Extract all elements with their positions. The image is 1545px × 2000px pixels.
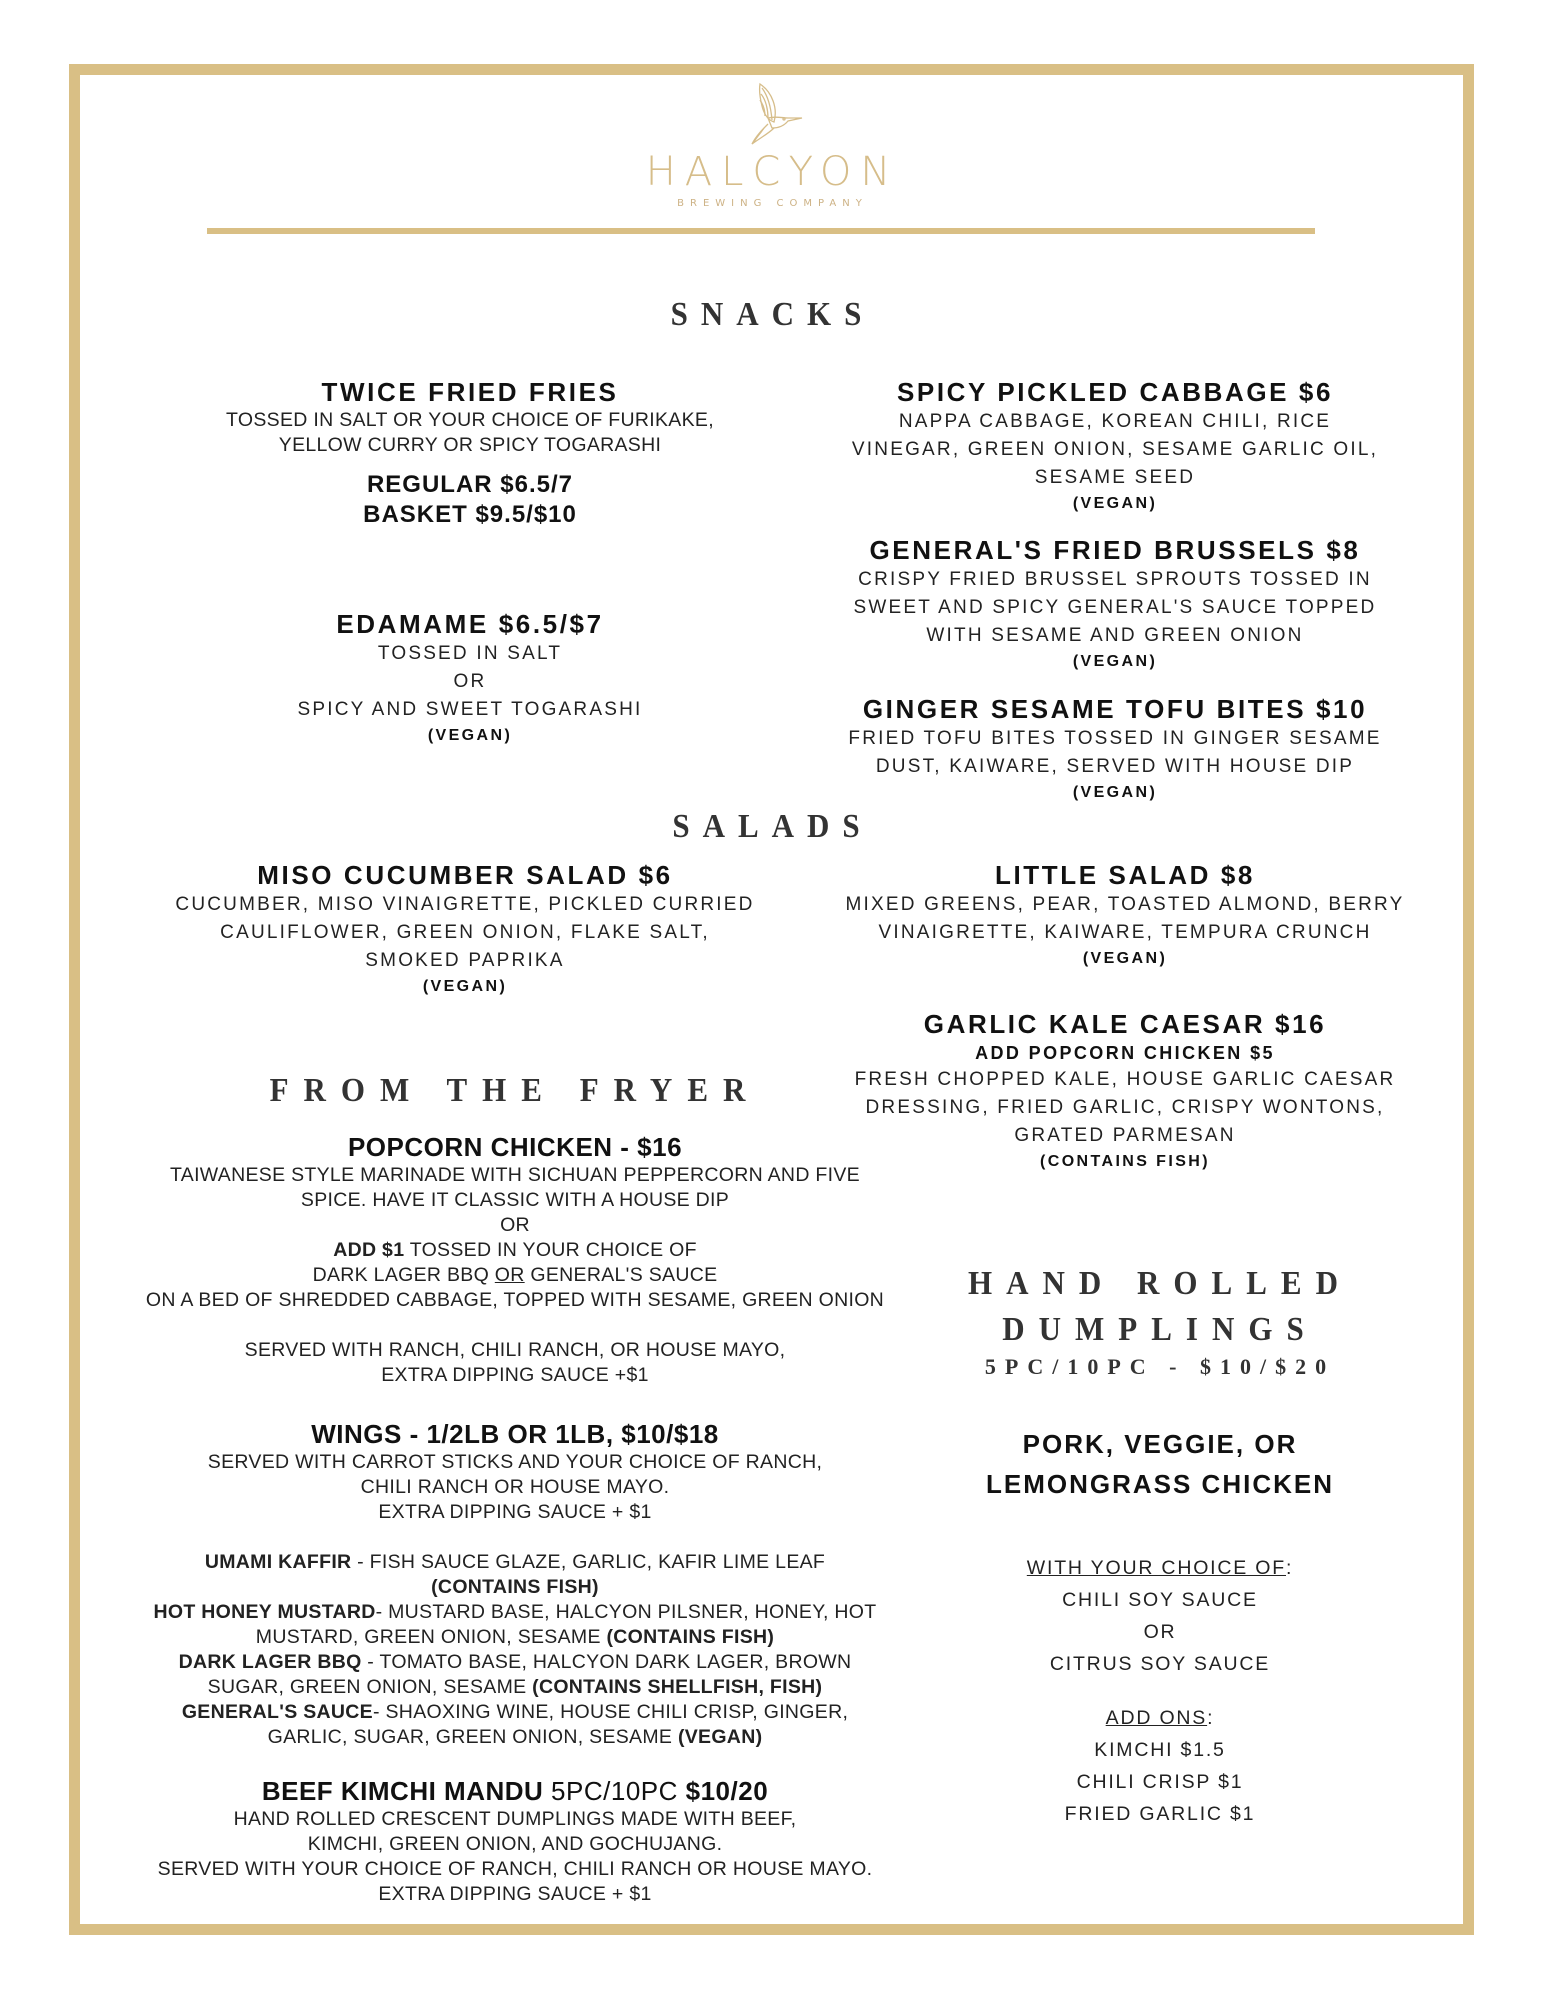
item-price: $10/20 xyxy=(685,1776,769,1806)
dumplings-filling: PORK, VEGGIE, OR xyxy=(1022,1429,1298,1459)
item-desc xyxy=(80,1238,950,1263)
dietary-tag: (VEGAN) xyxy=(422,978,508,995)
section-heading-dumplings-1: HAND ROLLED xyxy=(968,1263,1352,1302)
dietary-tag: (VEGAN) xyxy=(1072,653,1158,670)
item-desc: KIMCHI, GREEN ONION, AND GOCHUJANG. xyxy=(307,1833,723,1855)
item-desc: TOSSED IN SALT xyxy=(377,643,563,664)
wing-sauce-dark-lager-bbq xyxy=(80,1650,950,1675)
item-desc: EXTRA DIPPING SAUCE + $1 xyxy=(378,1501,652,1523)
item-desc: VINAIGRETTE, KAIWARE, TEMPURA CRUNCH xyxy=(878,922,1372,943)
item-title: GINGER SESAME TOFU BITES $10 xyxy=(862,694,1368,724)
sauce-name: HOT HONEY MUSTARD xyxy=(153,1601,376,1623)
dumplings-section xyxy=(950,1260,1370,1830)
item-title: TWICE FRIED FRIES xyxy=(321,377,619,407)
wing-sauce-line xyxy=(80,1625,950,1650)
item-desc: SWEET AND SPICY GENERAL'S SAUCE TOPPED xyxy=(853,597,1377,618)
add-text: TOSSED IN YOUR CHOICE OF xyxy=(404,1239,697,1261)
wing-sauce-hot-honey-mustard xyxy=(80,1600,950,1625)
item-desc: SERVED WITH YOUR CHOICE OF RANCH, CHILI RANCH OR HOUSE MAYO. xyxy=(157,1858,873,1880)
item-title: GARLIC KALE CAESAR $16 xyxy=(923,1009,1327,1039)
item-desc: CUCUMBER, MISO VINAIGRETTE, PICKLED CURRIED xyxy=(175,894,755,915)
sauce-name: UMAMI KAFFIR xyxy=(204,1551,352,1573)
item-count: 5PC/10PC xyxy=(543,1776,686,1806)
wing-sauce-line xyxy=(80,1725,950,1750)
section-heading-dumplings-2: DUMPLINGS xyxy=(1002,1309,1318,1348)
wing-sauce-generals-sauce xyxy=(80,1700,950,1725)
item-desc: CRISPY FRIED BRUSSEL SPROUTS TOSSED IN xyxy=(858,569,1372,590)
item-desc: EXTRA DIPPING SAUCE + $1 xyxy=(378,1883,652,1905)
item-desc: GRATED PARMESAN xyxy=(1014,1125,1236,1146)
dietary-tag: (VEGAN) xyxy=(1072,784,1158,801)
sauce-or: OR xyxy=(494,1264,525,1286)
addons-label xyxy=(950,1702,1370,1734)
item-desc: SPICY AND SWEET TOGARASHI xyxy=(297,699,643,720)
menu-item-little-salad xyxy=(810,859,1440,971)
sauce-option: DARK LAGER BBQ xyxy=(312,1264,495,1286)
sauce-choice: OR xyxy=(1143,1621,1177,1643)
item-desc: WITH SESAME AND GREEN ONION xyxy=(926,625,1304,646)
item-desc: DUST, KAIWARE, SERVED WITH HOUSE DIP xyxy=(875,756,1355,777)
sauce-desc: MUSTARD BASE, HALCYON PILSNER, HONEY, HOT xyxy=(388,1601,877,1623)
item-desc: SERVED WITH CARROT STICKS AND YOUR CHOICE OF RANCH, xyxy=(207,1451,823,1473)
menu-item-wings xyxy=(80,1418,950,1750)
item-desc: NAPPA CABBAGE, KOREAN CHILI, RICE xyxy=(898,411,1332,432)
item-title: EDAMAME $6.5/$7 xyxy=(336,609,604,639)
item-desc: YELLOW CURRY OR SPICY TOGARASHI xyxy=(278,434,662,456)
sauce-choice: CITRUS SOY SAUCE xyxy=(1049,1653,1271,1675)
item-desc: MIXED GREENS, PEAR, TOASTED ALMOND, BERRY xyxy=(845,894,1405,915)
sauce-option: GENERAL'S SAUCE xyxy=(524,1264,718,1286)
sauce-choice: CHILI SOY SAUCE xyxy=(1062,1589,1258,1611)
item-desc: SESAME SEED xyxy=(1034,467,1196,488)
dietary-tag: (CONTAINS FISH) xyxy=(431,1576,599,1598)
dietary-tag: (VEGAN) xyxy=(427,727,513,744)
dietary-tag: (VEGAN) xyxy=(1082,950,1168,967)
choice-label xyxy=(950,1552,1370,1584)
colon: : xyxy=(1207,1707,1215,1729)
dietary-tag: (CONTAINS FISH) xyxy=(1040,1153,1210,1170)
item-addon: ADD POPCORN CHICKEN $5 xyxy=(975,1043,1275,1063)
wing-sauce-umami-kaffir xyxy=(80,1550,950,1575)
dietary-tag: (CONTAINS FISH) xyxy=(606,1626,775,1648)
sauce-name: DARK LAGER BBQ xyxy=(178,1651,362,1673)
item-desc: HAND ROLLED CRESCENT DUMPLINGS MADE WITH BEEF, xyxy=(233,1808,797,1830)
kingfisher-bird-icon xyxy=(738,78,808,148)
brand-subtitle: BREWING COMPANY xyxy=(677,198,868,209)
item-desc: SPICE. HAVE IT CLASSIC WITH A HOUSE DIP xyxy=(300,1189,730,1211)
item-desc: CAULIFLOWER, GREEN ONION, FLAKE SALT, xyxy=(220,922,710,943)
item-desc: ON A BED OF SHREDDED CABBAGE, TOPPED WITH SESAME, GREEN ONION xyxy=(145,1289,885,1311)
menu-item-ginger-sesame-tofu-bites xyxy=(800,693,1430,805)
sauce-desc: GARLIC, SUGAR, GREEN ONION, SESAME xyxy=(267,1726,678,1748)
menu-item-popcorn-chicken xyxy=(80,1131,950,1388)
addon-item: KIMCHI $1.5 xyxy=(1094,1739,1226,1761)
dumplings-price: 5PC/10PC - $10/$20 xyxy=(984,1354,1336,1379)
item-title: MISO CUCUMBER SALAD $6 xyxy=(257,860,673,890)
menu-item-generals-fried-brussels xyxy=(800,534,1430,674)
item-desc: TAIWANESE STYLE MARINADE WITH SICHUAN PEPPERCORN AND FIVE xyxy=(170,1164,860,1186)
item-price-basket: BASKET $9.5/$10 xyxy=(363,501,577,528)
menu-item-spicy-pickled-cabbage xyxy=(800,376,1430,516)
item-price-regular: REGULAR $6.5/7 xyxy=(366,471,574,498)
item-desc: SERVED WITH RANCH, CHILI RANCH, OR HOUSE MAYO, xyxy=(244,1339,786,1361)
item-desc: FRESH CHOPPED KALE, HOUSE GARLIC CAESAR xyxy=(854,1069,1396,1090)
sauce-name: GENERAL'S SAUCE xyxy=(181,1701,373,1723)
sauce-desc: MUSTARD, GREEN ONION, SESAME xyxy=(255,1626,607,1648)
addon-item: FRIED GARLIC $1 xyxy=(1064,1803,1256,1825)
addons-label-text: ADD ONS xyxy=(1105,1707,1208,1729)
menu-item-twice-fried-fries xyxy=(140,376,800,530)
item-desc xyxy=(80,1263,950,1288)
menu-item-beef-kimchi-mandu xyxy=(80,1775,950,1907)
item-title: WINGS - 1/2LB OR 1LB, $10/$18 xyxy=(311,1419,719,1449)
dumplings-filling: LEMONGRASS CHICKEN xyxy=(985,1469,1334,1499)
item-desc: FRIED TOFU BITES TOSSED IN GINGER SESAME xyxy=(848,728,1382,749)
sauce-desc: SHAOXING WINE, HOUSE CHILI CRISP, GINGER, xyxy=(385,1701,849,1723)
brand-name: HALCYON xyxy=(645,149,900,195)
item-desc: VINEGAR, GREEN ONION, SESAME GARLIC OIL, xyxy=(851,439,1379,460)
sep: - xyxy=(351,1551,370,1573)
section-heading-salads: SALADS xyxy=(672,806,873,845)
sep: - xyxy=(372,1701,386,1723)
item-desc: TOSSED IN SALT OR YOUR CHOICE OF FURIKAKE, xyxy=(226,409,714,431)
dietary-tag: (VEGAN) xyxy=(677,1726,763,1748)
item-title: SPICY PICKLED CABBAGE $6 xyxy=(896,377,1334,407)
sep: - xyxy=(375,1601,389,1623)
header-divider xyxy=(207,228,1315,234)
item-desc: OR xyxy=(500,1214,530,1236)
addon-item: CHILI CRISP $1 xyxy=(1076,1771,1244,1793)
section-heading-snacks: SNACKS xyxy=(670,294,875,333)
sauce-desc: TOMATO BASE, HALCYON DARK LAGER, BROWN xyxy=(379,1651,852,1673)
wing-sauce-line xyxy=(80,1675,950,1700)
dietary-tag: (VEGAN) xyxy=(1072,495,1158,512)
item-desc: OR xyxy=(453,671,487,692)
item-title xyxy=(80,1775,950,1807)
item-title: GENERAL'S FRIED BRUSSELS $8 xyxy=(869,535,1361,565)
section-heading-fryer: FROM THE FRYER xyxy=(269,1070,761,1109)
menu-item-edamame xyxy=(140,608,800,748)
item-desc: EXTRA DIPPING SAUCE +$1 xyxy=(381,1364,649,1386)
brand-logo xyxy=(0,78,1545,209)
item-title: LITTLE SALAD $8 xyxy=(994,860,1255,890)
sauce-desc: SUGAR, GREEN ONION, SESAME xyxy=(207,1676,533,1698)
menu-item-miso-cucumber-salad xyxy=(120,859,810,999)
item-title: POPCORN CHICKEN - $16 xyxy=(347,1132,683,1162)
sep: - xyxy=(361,1651,380,1673)
choice-label-text: WITH YOUR CHOICE OF xyxy=(1026,1557,1286,1579)
colon: : xyxy=(1285,1557,1294,1579)
item-desc: DRESSING, FRIED GARLIC, CRISPY WONTONS, xyxy=(865,1097,1385,1118)
add-price: ADD $1 xyxy=(333,1239,405,1261)
item-name: BEEF KIMCHI MANDU xyxy=(261,1776,544,1806)
item-desc: CHILI RANCH OR HOUSE MAYO. xyxy=(360,1476,670,1498)
dietary-tag: (CONTAINS SHELLFISH, FISH) xyxy=(532,1676,823,1698)
item-desc: SMOKED PAPRIKA xyxy=(365,950,565,971)
sauce-desc: FISH SAUCE GLAZE, GARLIC, KAFIR LIME LEAF xyxy=(369,1551,826,1573)
